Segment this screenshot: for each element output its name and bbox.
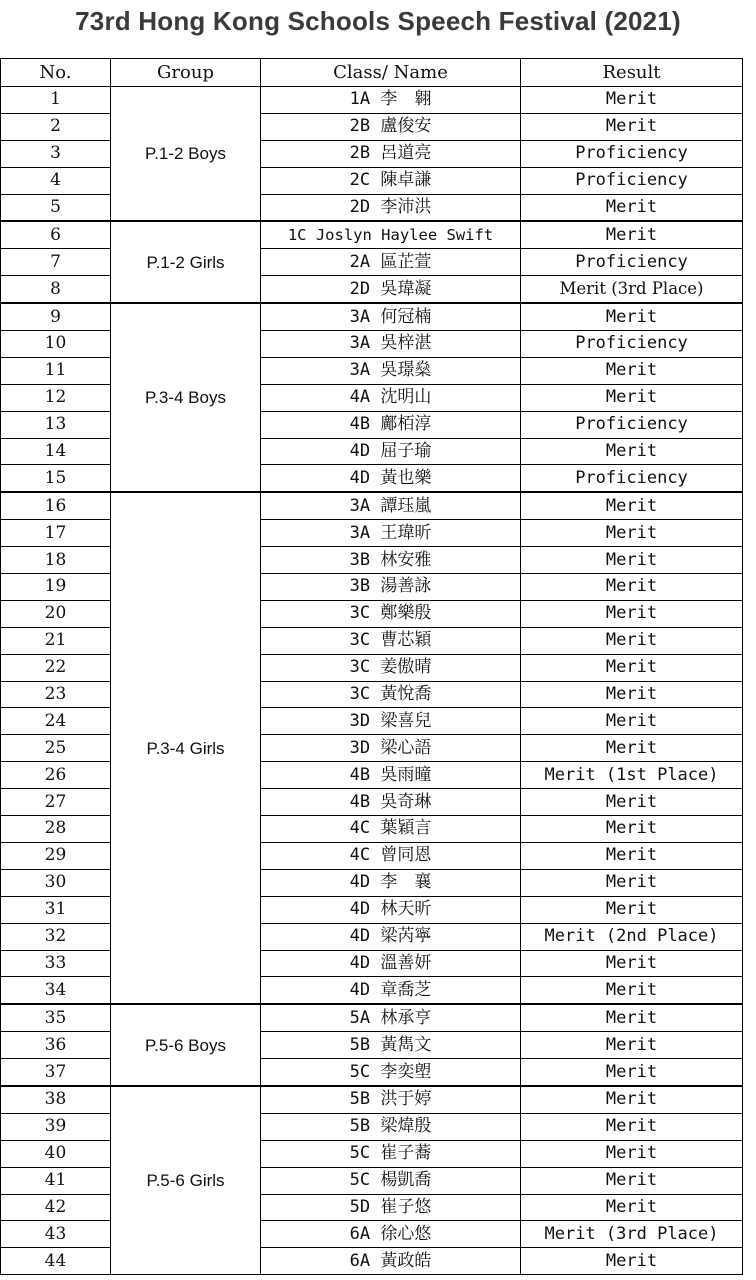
- class-name-cell: 3A 譚珏嵐: [261, 492, 521, 519]
- result-cell: Merit: [521, 1248, 743, 1275]
- result-cell: Proficiency: [521, 465, 743, 492]
- row-number: 10: [1, 331, 111, 358]
- header-result: Result: [521, 59, 743, 87]
- row-number: 40: [1, 1140, 111, 1167]
- result-cell: Merit: [521, 950, 743, 977]
- class-name-cell: 5B 梁煒殷: [261, 1113, 521, 1140]
- row-number: 32: [1, 923, 111, 950]
- class-name-cell: 4D 黃也樂: [261, 465, 521, 492]
- group-label: P.3-4 Girls: [111, 492, 261, 1004]
- class-name-cell: 4D 溫善妍: [261, 950, 521, 977]
- row-number: 30: [1, 869, 111, 896]
- row-number: 42: [1, 1194, 111, 1221]
- result-cell: Merit: [521, 896, 743, 923]
- result-cell: Merit (2nd Place): [521, 923, 743, 950]
- class-name-cell: 5C 崔子蕎: [261, 1140, 521, 1167]
- row-number: 22: [1, 654, 111, 681]
- result-cell: Merit: [521, 520, 743, 547]
- table-header-row: [1, 59, 743, 87]
- row-number: 16: [1, 492, 111, 519]
- class-name-cell: 4A 沈明山: [261, 384, 521, 411]
- class-name-cell: 4C 曾同恩: [261, 842, 521, 869]
- class-name-cell: 3D 梁喜兒: [261, 708, 521, 735]
- row-number: 41: [1, 1167, 111, 1194]
- row-number: 20: [1, 600, 111, 627]
- class-name-cell: 4B 鄺栢淳: [261, 411, 521, 438]
- result-cell: Merit (3rd Place): [521, 1221, 743, 1248]
- class-name-cell: 3C 鄭樂殷: [261, 600, 521, 627]
- row-number: 9: [1, 303, 111, 330]
- class-name-cell: 6A 徐心悠: [261, 1221, 521, 1248]
- class-name-cell: 5D 崔子悠: [261, 1194, 521, 1221]
- group-label: P.1-2 Girls: [111, 221, 261, 303]
- result-cell: Merit: [521, 1086, 743, 1113]
- group-label: P.1-2 Boys: [111, 87, 261, 222]
- result-cell: Merit: [521, 1059, 743, 1086]
- result-cell: Merit: [521, 87, 743, 114]
- class-name-cell: 2A 區芷萱: [261, 249, 521, 276]
- page-title: 73rd Hong Kong Schools Speech Festival (2021): [75, 6, 681, 36]
- row-number: 3: [1, 140, 111, 167]
- result-cell: Merit: [521, 842, 743, 869]
- result-cell: Merit: [521, 357, 743, 384]
- row-number: 18: [1, 547, 111, 574]
- row-number: 24: [1, 708, 111, 735]
- class-name-cell: 3A 吳梓湛: [261, 331, 521, 358]
- class-name-cell: 3C 曹芯穎: [261, 627, 521, 654]
- table-row: [1, 87, 743, 114]
- result-cell: Merit: [521, 547, 743, 574]
- result-cell: Merit: [521, 869, 743, 896]
- row-number: 38: [1, 1086, 111, 1113]
- row-number: 31: [1, 896, 111, 923]
- class-name-cell: 3B 湯善詠: [261, 574, 521, 601]
- class-name-cell: 2D 李沛洪: [261, 194, 521, 221]
- row-number: 27: [1, 789, 111, 816]
- table-row: [1, 221, 743, 248]
- result-cell: Merit: [521, 627, 743, 654]
- result-cell: Proficiency: [521, 411, 743, 438]
- class-name-cell: 4C 葉穎言: [261, 816, 521, 843]
- group-label: P.3-4 Boys: [111, 303, 261, 492]
- class-name-cell: 1C Joslyn Haylee Swift: [261, 221, 521, 248]
- class-name-cell: 2D 吳瑋凝: [261, 276, 521, 303]
- result-cell: Merit: [521, 681, 743, 708]
- row-number: 12: [1, 384, 111, 411]
- result-cell: Proficiency: [521, 140, 743, 167]
- result-cell: Merit: [521, 708, 743, 735]
- row-number: 7: [1, 249, 111, 276]
- class-name-cell: 6A 黃政皓: [261, 1248, 521, 1275]
- result-cell: Merit: [521, 1113, 743, 1140]
- class-name-cell: 5C 楊凱喬: [261, 1167, 521, 1194]
- class-name-cell: 3D 梁心語: [261, 735, 521, 762]
- row-number: 36: [1, 1032, 111, 1059]
- result-cell: Merit: [521, 1194, 743, 1221]
- row-number: 1: [1, 87, 111, 114]
- group-label: P.5-6 Girls: [111, 1086, 261, 1275]
- results-table: [0, 58, 743, 1275]
- class-name-cell: 4D 李 襄: [261, 869, 521, 896]
- header-group: Group: [111, 59, 261, 87]
- header-no: No.: [1, 59, 111, 87]
- group-label: P.5-6 Boys: [111, 1004, 261, 1086]
- row-number: 14: [1, 438, 111, 465]
- row-number: 11: [1, 357, 111, 384]
- row-number: 23: [1, 681, 111, 708]
- class-name-cell: 2B 呂道亮: [261, 140, 521, 167]
- result-cell: Merit: [521, 492, 743, 519]
- class-name-cell: 3A 吳璟燊: [261, 357, 521, 384]
- row-number: 35: [1, 1004, 111, 1031]
- row-number: 33: [1, 950, 111, 977]
- row-number: 39: [1, 1113, 111, 1140]
- result-cell: Merit: [521, 221, 743, 248]
- header-class-name: Class/ Name: [261, 59, 521, 87]
- result-cell: Merit: [521, 113, 743, 140]
- row-number: 37: [1, 1059, 111, 1086]
- row-number: 13: [1, 411, 111, 438]
- result-cell: Merit (3rd Place): [521, 276, 743, 303]
- class-name-cell: 3A 何冠楠: [261, 303, 521, 330]
- class-name-cell: 5B 黃雋文: [261, 1032, 521, 1059]
- class-name-cell: 5B 洪于婷: [261, 1086, 521, 1113]
- result-cell: Merit (1st Place): [521, 762, 743, 789]
- class-name-cell: 3C 黃悅喬: [261, 681, 521, 708]
- class-name-cell: 4D 章喬芝: [261, 977, 521, 1004]
- class-name-cell: 4D 屈子瑜: [261, 438, 521, 465]
- table-row: [1, 1004, 743, 1031]
- result-cell: Merit: [521, 1167, 743, 1194]
- row-number: 29: [1, 842, 111, 869]
- result-cell: Merit: [521, 1032, 743, 1059]
- row-number: 44: [1, 1248, 111, 1275]
- result-cell: Proficiency: [521, 167, 743, 194]
- table-row: [1, 492, 743, 519]
- results-body: [1, 87, 743, 1275]
- row-number: 4: [1, 167, 111, 194]
- class-name-cell: 4D 梁芮寧: [261, 923, 521, 950]
- table-row: [1, 1086, 743, 1113]
- row-number: 2: [1, 113, 111, 140]
- result-cell: Merit: [521, 384, 743, 411]
- result-cell: Merit: [521, 1140, 743, 1167]
- result-cell: Merit: [521, 600, 743, 627]
- class-name-cell: 2C 陳卓謙: [261, 167, 521, 194]
- result-cell: Merit: [521, 977, 743, 1004]
- class-name-cell: 1A 李 翱: [261, 87, 521, 114]
- row-number: 25: [1, 735, 111, 762]
- class-name-cell: 4B 吳奇琳: [261, 789, 521, 816]
- result-cell: Merit: [521, 438, 743, 465]
- result-cell: Merit: [521, 735, 743, 762]
- table-row: [1, 303, 743, 330]
- row-number: 21: [1, 627, 111, 654]
- row-number: 34: [1, 977, 111, 1004]
- result-cell: Proficiency: [521, 331, 743, 358]
- result-cell: Merit: [521, 574, 743, 601]
- row-number: 28: [1, 816, 111, 843]
- class-name-cell: 3C 姜傲晴: [261, 654, 521, 681]
- class-name-cell: 2B 盧俊安: [261, 113, 521, 140]
- result-cell: Merit: [521, 303, 743, 330]
- class-name-cell: 3B 林安雅: [261, 547, 521, 574]
- class-name-cell: 4D 林天昕: [261, 896, 521, 923]
- row-number: 43: [1, 1221, 111, 1248]
- row-number: 6: [1, 221, 111, 248]
- result-cell: Merit: [521, 816, 743, 843]
- row-number: 19: [1, 574, 111, 601]
- row-number: 5: [1, 194, 111, 221]
- row-number: 17: [1, 520, 111, 547]
- row-number: 8: [1, 276, 111, 303]
- result-cell: Proficiency: [521, 249, 743, 276]
- row-number: 15: [1, 465, 111, 492]
- result-cell: Merit: [521, 789, 743, 816]
- class-name-cell: 5C 李奕塱: [261, 1059, 521, 1086]
- row-number: 26: [1, 762, 111, 789]
- result-cell: Merit: [521, 654, 743, 681]
- class-name-cell: 4B 吳雨曈: [261, 762, 521, 789]
- class-name-cell: 3A 王瑋昕: [261, 520, 521, 547]
- result-cell: Merit: [521, 1004, 743, 1031]
- class-name-cell: 5A 林承亨: [261, 1004, 521, 1031]
- result-cell: Merit: [521, 194, 743, 221]
